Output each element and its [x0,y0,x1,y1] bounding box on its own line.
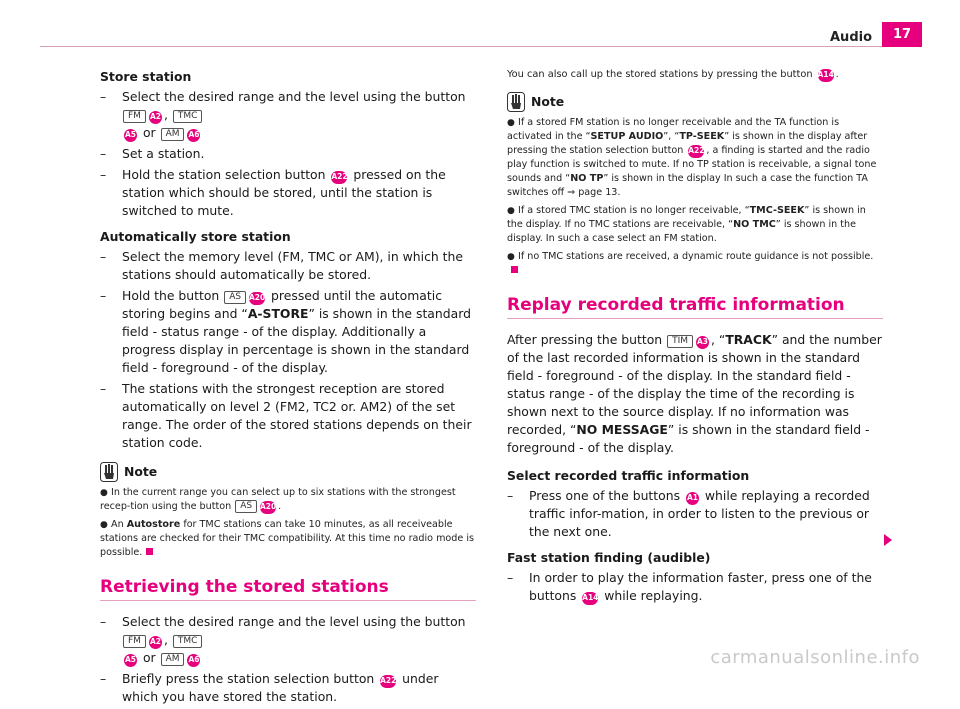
marker-a14-icon: A14 [818,69,834,82]
end-mark-icon [146,548,153,555]
am-key-icon: AM [161,128,185,141]
fm-key-icon: FM [123,110,146,123]
replay-rule [507,318,883,319]
left-note-head [100,462,476,482]
fm-key-icon: FM [123,635,146,648]
am-key-icon: AM [161,653,185,666]
marker-a1-icon: A1 [686,492,699,505]
replay-paragraph: After pressing the button TIM A3 , “TRACK” and the number of the last recorded information is shown in the standard field - foreground - of the display. In the standard field - status range - of the display the time of the recording is shown next to the source display. If no information was recorded, “NO MESSAGE” is shown in the standard field - foreground - of the display. [507,332,882,455]
tmc-key-icon: TMC [173,635,203,648]
select-step: – Press one of the buttons A1 while replaying a recorded traffic infor-mation, in order to listen to the previous or the next one. [507,488,870,539]
watermark: carmanualsonline.info [710,647,920,668]
marker-a22-icon: A22 [688,145,704,158]
right-note-item-1: ● If a stored FM station is no longer receivable and the TA function is activated in the “SETUP AUDIO”, “TP-SEEK” is shown in the display after pressing the station selection button A22 , a finding is started and the radio play function is switched to mute. If no TP station is receivable, a signal tone sounds and “NO TP” is shown in the display In such a case the function TA switches off ⇒ page 13. [507,117,877,198]
retrieve-step-1: – Select the desired range and the level using the button FM A2 , TMC A5 or AM A6 [100,614,466,665]
marker-a6-icon: A6 [187,654,200,667]
retrieve-step-2: – Briefly press the station selection button A22 under which you have stored the station. [100,671,439,704]
retrieving-title: Retrieving the stored stations [100,577,389,597]
right-column [507,68,883,608]
right-note-item-3: ● If no TMC stations are received, a dynamic route guidance is not possible. [507,250,883,278]
auto-store-heading: Automatically store station [100,229,291,244]
marker-a20-icon: A20 [260,501,276,514]
marker-a20-icon: A20 [249,292,265,305]
marker-a14-icon: A14 [582,592,598,605]
store-step-2: – Set a station. [100,146,205,161]
header-rule [40,46,922,47]
as-key-icon: AS [235,500,257,513]
left-note-body [100,486,476,560]
right-note-body [507,116,883,278]
end-mark-icon [511,266,518,273]
note-hand-icon [100,462,118,482]
right-note-item-2: ● If a stored TMC station is no longer receivable, “TMC-SEEK” is shown in the display. If no TMC stations are receivable, “NO TMC” is shown in the display. In such a case select an FM station. [507,205,866,244]
store-step-3: – Hold the station selection button A22 pressed on the station which should be stored, until the station is switched to mute. [100,167,446,218]
next-page-arrow-icon[interactable] [884,534,892,546]
right-note-label: Note [531,94,565,109]
note-hand-icon [507,92,525,112]
store-step-1: – Select the desired range and the level using the button FM A2 , TMC A5 or AM A6 [100,89,466,140]
left-note-item-1: ● In the current range you can select up to six stations with the strongest recep-tion using the button AS A20 . [100,487,456,512]
retrieving-rule [100,600,476,601]
select-heading: Select recorded traffic information [507,468,750,483]
store-station-heading: Store station [100,69,192,84]
right-note-head [507,92,883,112]
fast-heading: Fast station finding (audible) [507,550,711,565]
auto-step-2: – Hold the button AS A20 pressed until the automatic storing begins and “A-STORE” is shown in the standard field - status range - of the display. Additionally a progress display in percentage is shown in the standard field - foreground - of the display. [100,288,471,375]
marker-a2-icon: A2 [149,636,162,649]
fast-step: – In order to play the information faster, press one of the buttons A14 while replaying. [507,570,872,603]
right-intro: You can also call up the stored stations by pressing the button A14 . [507,69,839,80]
auto-step-3: – The stations with the strongest reception are stored automatically on level 2 (FM2, TC2 or. AM2) of the set range. The order of the stored stations depends on their station code. [100,381,472,450]
marker-a3-icon: A3 [696,336,709,349]
marker-a5-icon: A5 [124,129,137,142]
a-store-term: A-STORE [247,306,309,321]
page-number: 17 [882,22,922,47]
marker-a5-icon: A5 [124,654,137,667]
marker-a2-icon: A2 [149,111,162,124]
header-title: Audio [830,30,873,45]
marker-a6-icon: A6 [187,129,200,142]
tim-key-icon: TIM [667,335,693,348]
tmc-key-icon: TMC [173,110,203,123]
left-column [100,68,476,709]
marker-a22-icon: A22 [331,171,347,184]
marker-a22-icon: A22 [380,675,396,688]
left-note-item-2: ● An Autostore for TMC stations can take 10 minutes, as all receiveable stations are checked for their TMC compatibility. At this time no radio mode is possible. [100,519,474,558]
auto-step-1: – Select the memory level (FM, TMC or AM), in which the stations should automatically be stored. [100,249,464,282]
as-key-icon: AS [224,291,246,304]
left-note-label: Note [124,464,158,479]
replay-title: Replay recorded traffic information [507,295,845,315]
